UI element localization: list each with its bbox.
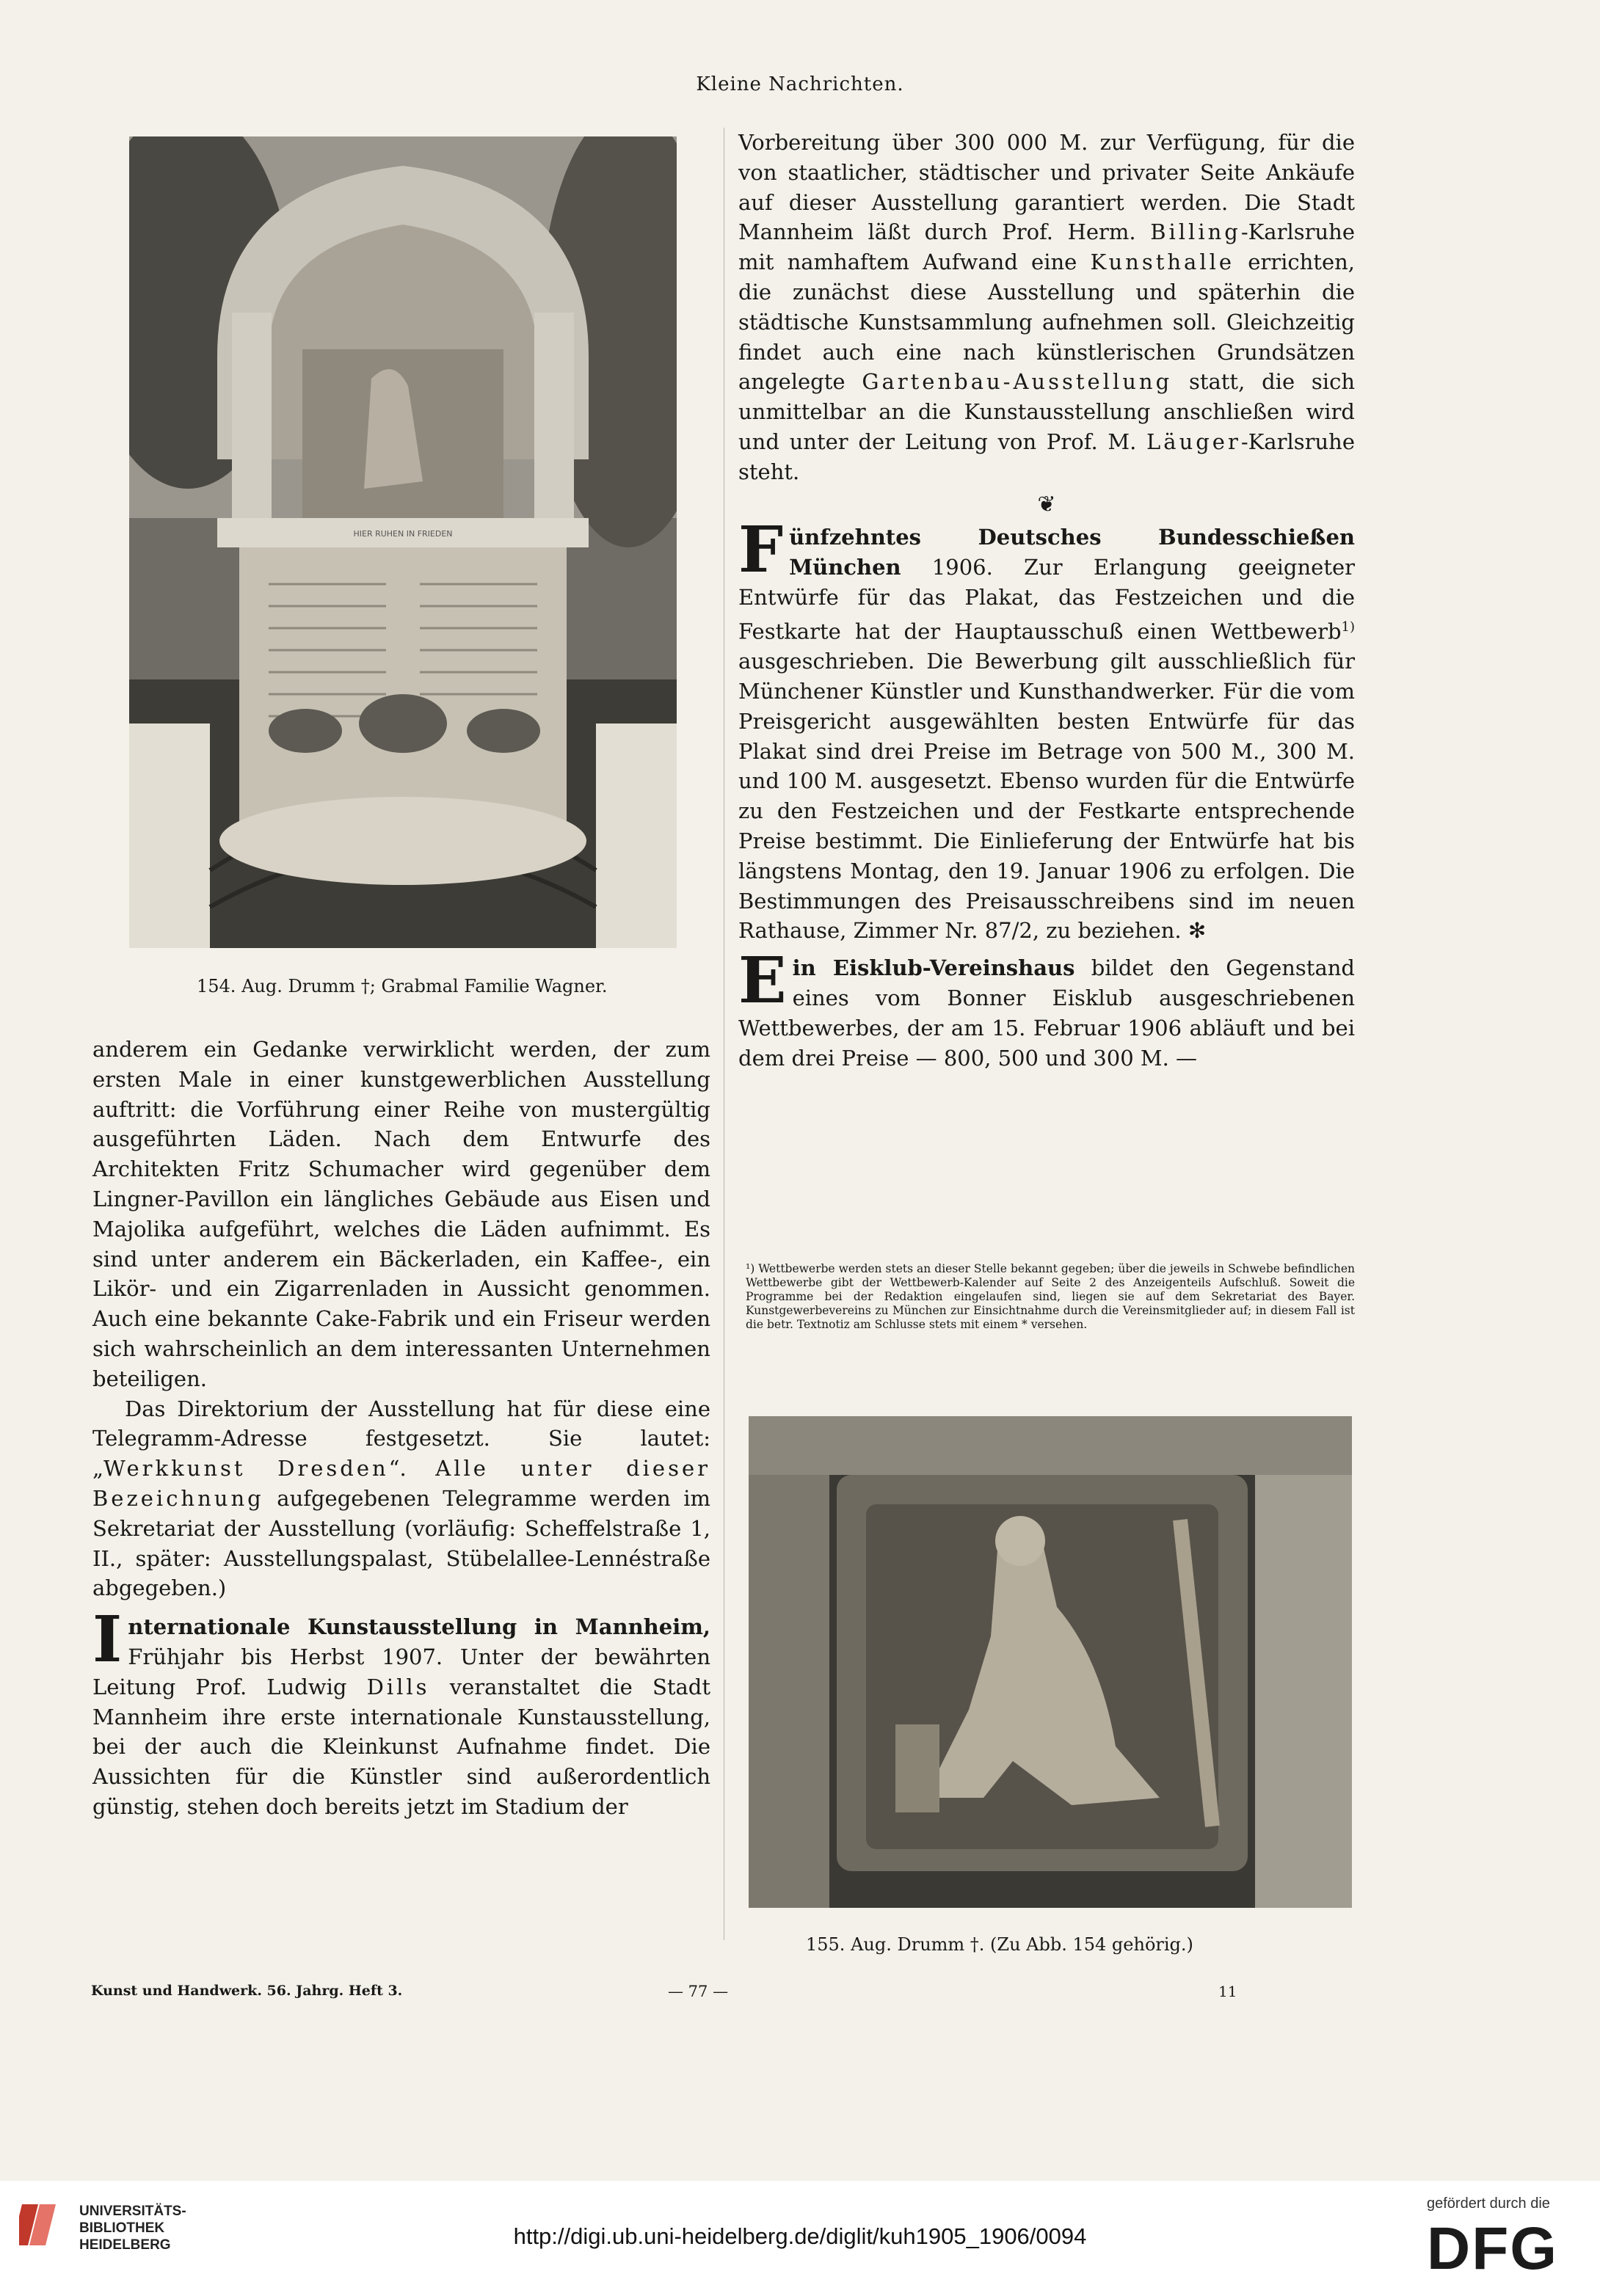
figure-155-caption: 155. Aug. Drumm †. (Zu Abb. 154 gehörig.) [806, 1934, 1193, 1955]
left-column [92, 1035, 710, 1822]
spaced-text: Kunsthalle [1090, 249, 1235, 275]
section-heading: nternationale Kunstausstellung in Mannheim, [128, 1614, 710, 1640]
funding-label: gefördert durch die [1427, 2195, 1550, 2212]
photo-relief-kneeling-figure [749, 1416, 1352, 1908]
paragraph-mannheim-exhibition: Internationale Kunstausstellung in Mannheim, Frühjahr bis Herbst 1907. Unter der bewährten Leitung Prof. Ludwig Dills veranstaltet die Stadt Mannheim ihre erste internationale Kunstausstellung, bei der auch die Kleinkunst Aufnahme findet. Die Aussichten für die Künstler sind außerordentlich günstig, stehen doch bereits jetzt im Stadium der [92, 1603, 710, 1819]
spaced-text: Läuger [1146, 429, 1241, 454]
spaced-text: Gartenbau-Ausstellung [862, 369, 1173, 395]
dfg-logo: DFG [1427, 2215, 1559, 2282]
page-number: — 77 — [668, 1983, 729, 2000]
footnote-reference: 1) [1341, 619, 1355, 635]
signature-mark: 11 [1218, 1983, 1237, 2000]
permalink-url[interactable]: http://digi.ub.uni-heidelberg.de/diglit/kuh1905_1906/0094 [513, 2223, 1087, 2249]
paragraph-exhibition-shops: anderem ein Gedanke verwirklicht werden, der zum ersten Male in einer kunstgewerblichen Ausstellung auftritt: die Vorführung einer Reihe von mustergültig ausgeführten Läden. Nach dem Entwurfe des Architekten Fritz Schumacher wird gegenüber dem Lingner-Pavillon ein längliches Gebäude aus Eisen und Majolika aufgeführt, welches die Läden aufnimmt. Es sind unter anderem ein Bäckerladen, ein Kaffee-, ein Likör- und ein Zigarrenladen in Aussicht genommen. Auch eine bekannte Cake-Fabrik und ein Friseur werden sich wahrscheinlich an dem interessanten Unternehmen beteiligen. [92, 1037, 710, 1391]
grave-inscription: HIER RUHEN IN FRIEDEN [353, 529, 453, 539]
paragraph-mannheim-continued: Vorbereitung über 300 000 M. zur Verfügung, für die von staatlicher, städtischer und privater Seite Ankäufe auf dieser Ausstellung garantiert werden. Die Stadt Mannheim läßt durch Prof. Herm. Billing-Karlsruhe mit namhaftem Aufwand eine Kunsthalle errichten, die zunächst diese Ausstellung und späterhin die städtische Kunstsammlung aufnehmen soll. Gleichzeitig findet auch eine nach künstlerischen Grundsätzen angelegte Gartenbau-Ausstellung statt, die sich unmittelbar an die Kunstausstellung anschließen wird und unter der Leitung von Prof. M. Läuger-Karlsruhe steht. [738, 130, 1355, 484]
section-heading: in Eisklub-Vereinshaus [792, 955, 1075, 981]
paragraph-telegram-address: Das Direktorium der Ausstellung hat für diese eine Telegramm-Adresse festgesetzt. Sie lautet: „Werkkunst Dresden“. Alle unter dieser Bezeichnung aufgegebenen Telegramme werden im Sekretariat der Ausstellung (vorläufig: Scheffelstraße 1, II., später: Ausstellungspalast, Stübelallee-Lennéstraße abgegeben.) [92, 1396, 710, 1601]
drop-cap: E [738, 944, 787, 1018]
paragraph-shooting-festival: Fünfzehntes Deutsches Bundesschießen München 1906. Zur Erlangung geeigneter Entwürfe für das Plakat, das Festzeichen und die Festkarte hat der Hauptausschuß einen Wettbewerb$^{1)}$ ausgeschrieben. Die Bewerbung gilt ausschließlich für Münchener Künstler und Kunsthandwerker. Für die vom Preisgericht ausgewählten besten Entwürfe für das Plakat sind drei Preise im Betrage von 500 M., 300 M. und 100 M. ausgesetzt. Ebenso wurden für die Entwürfe zu den Festzeichen und der Festkarte entsprechende Preise bestimmt. Die Einlieferung der Entwürfe hat bis längstens Montag, den 19. Januar 1906 zu erfolgen. Die Bestimmungen des Preisausschreibens sind im neuen Rathause, Zimmer Nr. 87/2, zu beziehen. ✻ [738, 513, 1355, 944]
spaced-text: Alle unter dieser Bezeichnung [92, 1456, 710, 1511]
spaced-text: Werkkunst Dresden [103, 1456, 389, 1482]
ornament-icon: ❦ [1037, 491, 1056, 517]
figure-154-caption: 154. Aug. Drumm †; Grabmal Familie Wagner. [197, 976, 608, 996]
section-heading: ünfzehntes Deutsches Bundesschießen München [789, 525, 1355, 580]
photo-grave-monument [129, 136, 677, 948]
paragraph-ice-club: Ein Eisklub-Vereinshaus bildet den Gegenstand eines vom Bonner Eisklub ausgeschriebenen Wettbewerbes, der am 15. Februar 1906 abläuft und bei dem drei Preise — 800, 500 und 300 M. — [738, 944, 1355, 1071]
drop-cap: I [92, 1603, 123, 1677]
running-title: Kleine Nachrichten. [696, 73, 904, 95]
drop-cap: F [738, 513, 784, 588]
journal-footer: Kunst und Handwerk. 56. Jahrg. Heft 3. [91, 1983, 403, 1999]
spaced-text: Dills [366, 1674, 430, 1699]
university-library-name: UNIVERSITÄTS- BIBLIOTHEK HEIDELBERG [79, 2204, 186, 2253]
right-column [738, 128, 1355, 1073]
spaced-text: Billing [1150, 219, 1241, 245]
footnote: ¹) Wettbewerbe werden stets an dieser Stelle bekannt gegeben; über die jeweils in Schwebe befindlichen Wettbewerbe gibt der Wettbewerb-Kalender auf Seite 2 des Anzeigenteils Aufschluß. Soweit die Programme bei der Redaktion eingelaufen sind, liegen sie auf dem Sekretariat des Bayer. Kunstgewerbevereins zu München zur Einsichtnahme durch die Vereinsmitglieder auf; in diesem Fall ist die betr. Textnotiz am Schlusse stets mit einem * versehen. [746, 1262, 1355, 1331]
